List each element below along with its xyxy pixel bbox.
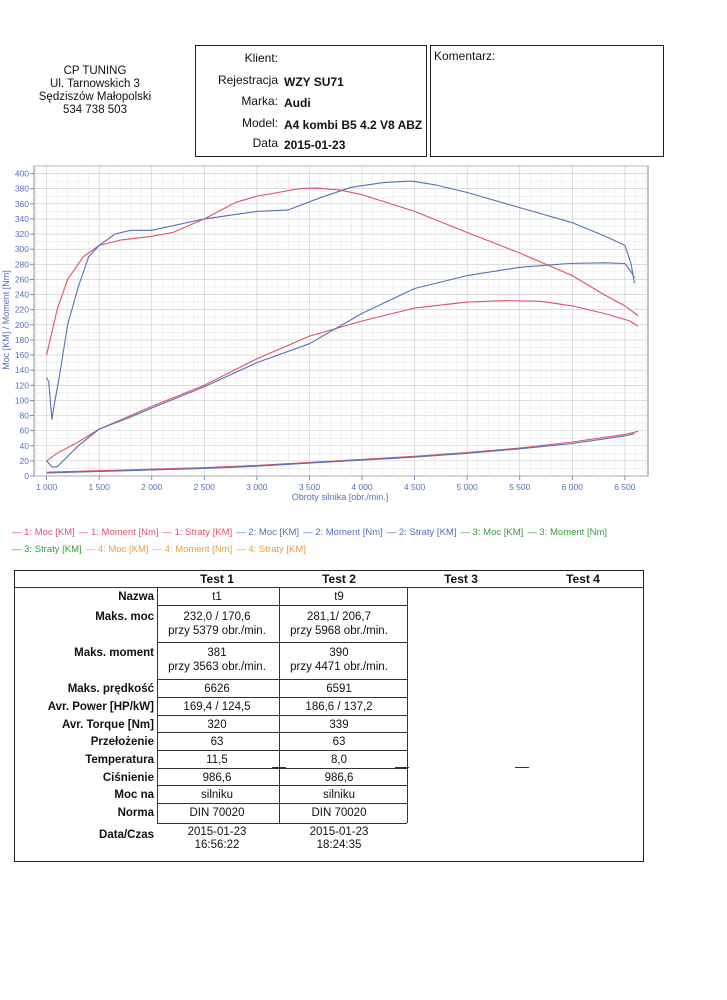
y-tick-label: 140 [14, 365, 29, 376]
y-tick-label: 80 [19, 410, 29, 421]
legend-item: — 3: Moc [KM] [460, 527, 524, 538]
data-czas-date-test2: 2015-01-23 [309, 826, 369, 838]
row-label-norma: Norma [117, 807, 154, 819]
y-tick-label: 320 [14, 229, 29, 240]
data-czas-time-test2: 18:24:35 [316, 839, 362, 851]
legend-item: — 1: Straty [KM] [162, 527, 233, 538]
company-address: Ul. Tarnowskich 3 [50, 78, 140, 90]
dyno-chart [0, 160, 727, 510]
maks-predkosc-test1: 6626 [204, 683, 230, 695]
row-label-moc-na: Moc na [114, 789, 154, 801]
avr-torque-test1: 320 [207, 719, 227, 731]
data-value: 2015-01-23 [284, 138, 346, 152]
header-test2: Test 2 [322, 572, 356, 586]
rejestracja-value: WZY SU71 [284, 75, 344, 89]
x-tick-label: 4 500 [403, 482, 426, 492]
row-label-nazwa: Nazwa [118, 591, 154, 603]
info-row-marka [196, 94, 426, 114]
x-tick-label: 2 500 [193, 482, 215, 492]
komentarz-label: Komentarz: [434, 49, 496, 63]
header-test3: Test 3 [444, 572, 478, 586]
y-tick-label: 100 [14, 395, 29, 406]
model-label: Model: [241, 116, 278, 130]
legend-row-2 [12, 544, 712, 555]
y-tick-label: 200 [14, 319, 29, 330]
cisnienie-test2: 986,6 [324, 772, 354, 784]
y-tick-label: 360 [14, 198, 29, 209]
row-label-temperatura: Temperatura [85, 754, 154, 766]
y-tick-label: 180 [14, 334, 29, 345]
avr-power-test1: 169,4 / 124,5 [183, 701, 251, 713]
vehicle-info-box [195, 45, 427, 157]
legend-item: — 2: Straty [KM] [386, 527, 457, 538]
x-tick-label: 4 000 [351, 482, 373, 492]
header-test4: Test 4 [566, 572, 600, 586]
info-row-rejestracja [196, 73, 426, 93]
legend-item: — 2: Moment [Nm] [303, 527, 383, 538]
y-tick-label: 240 [14, 289, 29, 300]
x-axis-label: Obroty silnika [obr./min.] [291, 492, 389, 502]
norma-test1: DIN 70020 [189, 807, 245, 819]
y-tick-label: 280 [14, 259, 29, 270]
marka-value: Audi [284, 96, 311, 110]
marka-label: Marka: [241, 94, 278, 108]
model-value: A4 kombi B5 4.2 V8 ABZ [284, 118, 423, 132]
row-label-data-czas: Data/Czas [99, 829, 154, 841]
maks-moc-test2: 281,1/ 206,7 [307, 611, 371, 623]
company-city: Sędziszów Małopolski [38, 91, 152, 103]
y-tick-label: 60 [19, 425, 29, 436]
info-row-klient [196, 51, 426, 71]
klient-label: Klient: [244, 51, 278, 65]
przelozenie-test2: 63 [332, 736, 346, 748]
legend-item: — 1: Moment [Nm] [78, 527, 159, 538]
legend-item: — 2: Moc [KM] [236, 527, 300, 538]
x-tick-label: 6 000 [561, 482, 583, 492]
maks-moc-rpm-test2: przy 5968 obr./min. [290, 625, 388, 637]
y-tick-label: 260 [14, 274, 29, 285]
x-tick-label: 1 000 [35, 482, 58, 492]
y-tick-label: 20 [19, 455, 29, 466]
row-label-maks-predkosc: Maks. prędkość [67, 683, 154, 695]
x-tick-label: 1 500 [88, 482, 110, 492]
row-label-maks-moment: Maks. moment [74, 647, 154, 659]
y-tick-label: 380 [14, 183, 29, 194]
row-label-avr-power: Avr. Power [HP/kW] [47, 701, 154, 713]
x-tick-label: 2 000 [141, 482, 163, 492]
nazwa-test2: t9 [334, 591, 344, 603]
row-label-avr-torque: Avr. Torque [Nm] [61, 719, 154, 731]
comment-box [430, 45, 664, 157]
x-tick-label: 3 000 [246, 482, 268, 492]
maks-moment-rpm-test1: przy 3563 obr./min. [168, 661, 266, 673]
norma-test2: DIN 70020 [311, 807, 367, 819]
przelozenie-test1: 63 [210, 736, 224, 748]
data-label: Data [252, 136, 278, 150]
legend-item: — 3: Straty [KM] [12, 544, 82, 555]
legend-item: — 4: Moc [KM] [85, 544, 149, 555]
info-row-data [196, 136, 426, 156]
moc-na-test1: silniku [201, 789, 233, 801]
info-row-model [196, 116, 426, 136]
x-tick-label: 5 000 [456, 482, 478, 492]
temperatura-test1: 11,5 [206, 754, 228, 766]
y-tick-label: 340 [14, 213, 29, 224]
maks-predkosc-test2: 6591 [326, 683, 352, 695]
row-label-maks-moc: Maks. moc [95, 611, 154, 623]
company-block [20, 65, 170, 117]
avr-power-test2: 186,6 / 137,2 [305, 701, 373, 713]
legend-item: — 3: Moment [Nm] [527, 527, 608, 538]
maks-moc-test1: 232,0 / 170,6 [183, 611, 251, 623]
data-czas-date-test1: 2015-01-23 [187, 826, 247, 838]
legend-item: — 4: Straty [KM] [236, 544, 306, 555]
maks-moc-rpm-test1: przy 5379 obr./min. [168, 625, 266, 637]
legend-item: — 1: Moc [KM] [12, 527, 75, 538]
maks-moment-rpm-test2: przy 4471 obr./min. [290, 661, 388, 673]
nazwa-test1: t1 [212, 591, 222, 603]
y-tick-label: 160 [14, 350, 29, 361]
avr-torque-test2: 339 [329, 719, 349, 731]
data-czas-time-test1: 16:56:22 [194, 839, 240, 851]
results-table [14, 570, 644, 862]
legend-item: — 4: Moment [Nm] [152, 544, 233, 555]
header-test1: Test 1 [200, 572, 234, 586]
y-tick-label: 400 [14, 168, 29, 179]
temperatura-test2: 8,0 [331, 754, 347, 766]
company-name: CP TUNING [63, 65, 127, 77]
maks-moment-test2: 390 [329, 647, 349, 659]
y-tick-label: 220 [14, 304, 29, 315]
y-axis-label: Moc [KM] / Moment [Nm] [1, 270, 11, 370]
y-tick-label: 0 [24, 471, 29, 481]
y-tick-label: 120 [14, 380, 29, 391]
y-tick-label: 300 [14, 244, 29, 255]
cisnienie-test1: 986,6 [202, 772, 232, 784]
moc-na-test2: silniku [323, 789, 355, 801]
legend-row-1 [12, 527, 712, 538]
rejestracja-label: Rejestracja [217, 73, 278, 87]
company-phone: 534 738 503 [63, 104, 127, 116]
x-tick-label: 6 500 [614, 482, 636, 492]
row-label-przelozenie: Przełożenie [90, 736, 154, 748]
x-tick-label: 5 500 [509, 482, 531, 492]
row-label-cisnienie: Ciśnienie [102, 772, 154, 784]
x-tick-label: 3 500 [298, 482, 321, 492]
y-tick-label: 40 [19, 440, 29, 451]
maks-moment-test1: 381 [207, 647, 227, 659]
